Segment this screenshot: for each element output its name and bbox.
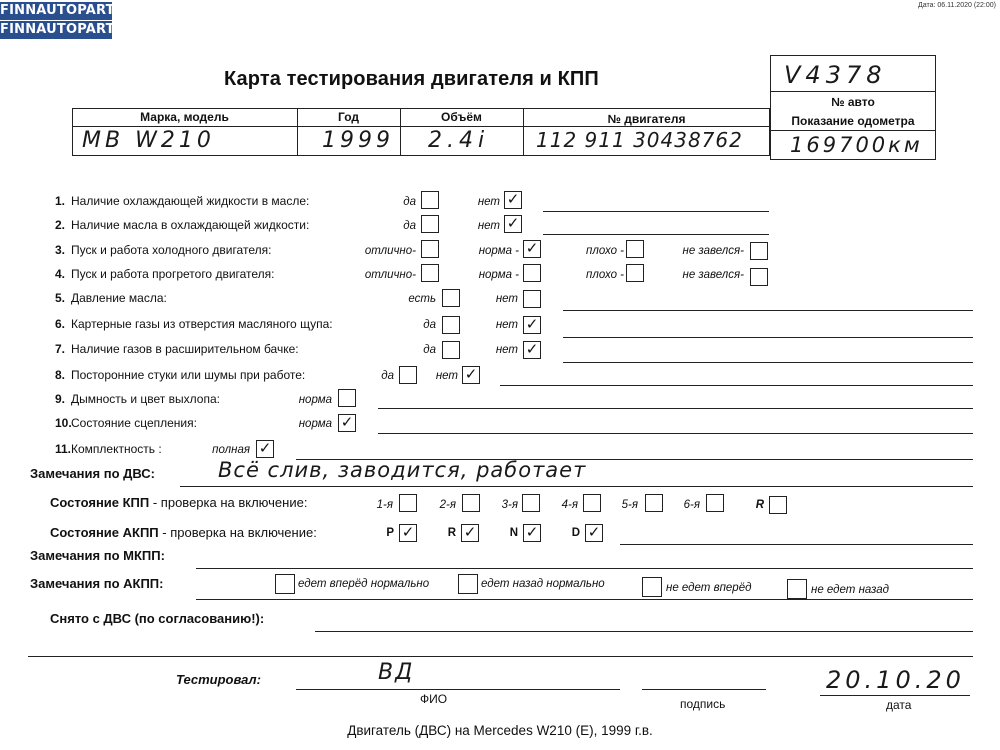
q3-opt-ne-zavelsya-label: не завелся- (682, 245, 744, 257)
q5-opt-net-label: нет (495, 293, 518, 305)
question-6: 6. Картерные газы из отверстия масляного щупа: (55, 317, 333, 331)
value-model: MB W210 (82, 128, 215, 153)
q1-opt-da-label: да (403, 196, 416, 208)
brand-logo-bottom: FINNAUTOPARTS (0, 22, 125, 37)
header-model: Марка, модель (140, 110, 229, 124)
header-engine-number: № двигателя (607, 112, 686, 126)
q1-opt-net-label: нет (477, 196, 500, 208)
q4-opt-ne-zavelsya-checkbox[interactable] (750, 268, 768, 286)
akpp-remark-no-forward-label: не едет вперёд (666, 582, 752, 594)
image-caption: Двигатель (ДВС) на Mercedes W210 (E), 1999 г.в. (347, 723, 653, 738)
q8-opt-da-checkbox[interactable] (399, 366, 417, 384)
q4-opt-norma-label: норма - (478, 269, 519, 281)
brand-logo-top: FINNAUTOPARTS (0, 3, 125, 18)
q5-opt-net-checkbox[interactable] (523, 290, 541, 308)
odometer-label: Показание одометра (791, 114, 915, 128)
kpp-gear-1-label: 1-я (376, 499, 393, 511)
q3-opt-ploho-checkbox[interactable] (626, 240, 644, 258)
question-10: 10.Состояние сцепления: (55, 416, 197, 430)
signature-label: подпись (680, 697, 726, 711)
akpp-remark-back-normal-checkbox[interactable] (458, 574, 478, 594)
akpp-remark-forward-normal-label: едет вперёд нормально (298, 578, 430, 590)
engine-remarks-value: Всё слив, заводится, работает (218, 458, 587, 482)
q4-opt-ploho-label: плохо - (586, 269, 624, 281)
q6-opt-net-checkbox[interactable]: ✓ (523, 316, 541, 334)
q7-opt-net-label: нет (495, 344, 518, 356)
q8-opt-net-label: нет (435, 370, 458, 382)
akpp-r-checkbox[interactable]: ✓ (461, 524, 479, 542)
q4-opt-norma-checkbox[interactable] (523, 264, 541, 282)
question-4: 4. Пуск и работа прогретого двигателя: (55, 267, 275, 281)
kpp-gear-3-checkbox[interactable] (522, 494, 540, 512)
q8-opt-da-label: да (381, 370, 394, 382)
q2-opt-da-checkbox[interactable] (421, 215, 439, 233)
q9-opt-norma-label: норма (298, 394, 332, 406)
akpp-d-checkbox[interactable]: ✓ (585, 524, 603, 542)
akpp-p-checkbox[interactable]: ✓ (399, 524, 417, 542)
value-year: 1999 (322, 128, 394, 153)
mkpp-remarks-label: Замечания по МКПП: (30, 548, 165, 563)
q7-opt-net-checkbox[interactable]: ✓ (523, 341, 541, 359)
q3-opt-ploho-label: плохо - (586, 245, 624, 257)
q2-opt-net-label: нет (477, 220, 500, 232)
kpp-gear-r-checkbox[interactable] (769, 496, 787, 514)
q1-opt-da-checkbox[interactable] (421, 191, 439, 209)
kpp-gear-6-label: 6-я (683, 499, 700, 511)
value-engine-number: 112 911 30438762 (536, 128, 743, 152)
q3-opt-otlichno-label: отлично- (364, 245, 416, 257)
q11-opt-polnaya-checkbox[interactable]: ✓ (256, 440, 274, 458)
akpp-n-label: N (509, 527, 518, 539)
kpp-gear-4-checkbox[interactable] (583, 494, 601, 512)
kpp-gear-1-checkbox[interactable] (399, 494, 417, 512)
fio-label: ФИО (420, 692, 448, 706)
q3-opt-otlichno-checkbox[interactable] (421, 240, 439, 258)
date-label: дата (886, 698, 912, 712)
kpp-gear-2-label: 2-я (439, 499, 456, 511)
q3-opt-norma-checkbox[interactable]: ✓ (523, 240, 541, 258)
q6-opt-da-label: да (423, 319, 436, 331)
q7-opt-da-checkbox[interactable] (442, 341, 460, 359)
kpp-gear-5-checkbox[interactable] (645, 494, 663, 512)
q7-opt-da-label: да (423, 344, 436, 356)
q2-opt-da-label: да (403, 220, 416, 232)
q5-opt-est-label: есть (408, 293, 436, 305)
date-stamp: Дата: 06.11.2020 (22:00) (917, 2, 996, 9)
kpp-gear-2-checkbox[interactable] (462, 494, 480, 512)
date-value: 20.10.20 (826, 666, 965, 694)
akpp-d-label: D (571, 527, 580, 539)
akpp-label: Состояние АКПП - проверка на включение: (50, 525, 317, 540)
kpp-gear-4-label: 4-я (561, 499, 578, 511)
header-year: Год (338, 110, 359, 124)
akpp-remark-forward-normal-checkbox[interactable] (275, 574, 295, 594)
question-2: 2. Наличие масла в охлаждающей жидкости: (55, 218, 310, 232)
question-9: 9. Дымность и цвет выхлопа: (55, 392, 220, 406)
header-volume: Объём (441, 110, 482, 124)
tester-value: ВД (378, 660, 415, 685)
q5-opt-est-checkbox[interactable] (442, 289, 460, 307)
question-11: 11.Комплектность : (55, 442, 162, 456)
q6-opt-net-label: нет (495, 319, 518, 331)
q4-opt-otlichno-checkbox[interactable] (421, 264, 439, 282)
akpp-remark-no-forward-checkbox[interactable] (642, 577, 662, 597)
odometer-value: 169700км (790, 133, 923, 157)
q4-opt-ploho-checkbox[interactable] (626, 264, 644, 282)
auto-number-label: № авто (831, 95, 875, 109)
question-1: 1. Наличие охлаждающей жидкости в масле: (55, 194, 310, 208)
akpp-remark-no-back-label: не едет назад (811, 584, 890, 596)
kpp-gear-3-label: 3-я (501, 499, 518, 511)
q10-opt-norma-label: норма (298, 418, 332, 430)
form-title: Карта тестирования двигателя и КПП (224, 68, 599, 90)
akpp-p-label: P (386, 527, 394, 539)
question-5: 5. Давление масла: (55, 291, 167, 305)
q3-opt-ne-zavelsya-checkbox[interactable] (750, 242, 768, 260)
value-volume: 2.4i (428, 128, 490, 153)
engine-remarks-label: Замечания по ДВС: (30, 466, 155, 481)
kpp-gear-r-label: R (755, 499, 764, 511)
q1-opt-net-checkbox[interactable]: ✓ (504, 191, 522, 209)
q9-opt-norma-checkbox[interactable] (338, 389, 356, 407)
q4-opt-ne-zavelsya-label: не завелся- (682, 269, 744, 281)
q6-opt-da-checkbox[interactable] (442, 316, 460, 334)
question-8: 8. Посторонние стуки или шумы при работе: (55, 368, 306, 382)
auto-number-value: V4378 (784, 61, 887, 89)
q11-opt-polnaya-label: полная (212, 444, 250, 456)
removed-label: Снято с ДВС (по согласованию!): (50, 611, 265, 626)
akpp-remark-back-normal-label: едет назад нормально (481, 578, 605, 590)
q2-opt-net-checkbox[interactable]: ✓ (504, 215, 522, 233)
akpp-remarks-label: Замечания по АКПП: (30, 576, 164, 591)
q3-opt-norma-label: норма - (478, 245, 519, 257)
kpp-label: Состояние КПП - проверка на включение: (50, 495, 308, 510)
q10-opt-norma-checkbox[interactable]: ✓ (338, 414, 356, 432)
kpp-gear-5-label: 5-я (621, 499, 638, 511)
kpp-gear-6-checkbox[interactable] (706, 494, 724, 512)
q8-opt-net-checkbox[interactable]: ✓ (462, 366, 480, 384)
tested-label: Тестировал: (176, 672, 261, 687)
akpp-r-label: R (447, 527, 456, 539)
question-7: 7. Наличие газов в расширительном бачке: (55, 342, 299, 356)
q4-opt-otlichno-label: отлично- (364, 269, 416, 281)
question-3: 3. Пуск и работа холодного двигателя: (55, 243, 272, 257)
akpp-n-checkbox[interactable]: ✓ (523, 524, 541, 542)
akpp-remark-no-back-checkbox[interactable] (787, 579, 807, 599)
